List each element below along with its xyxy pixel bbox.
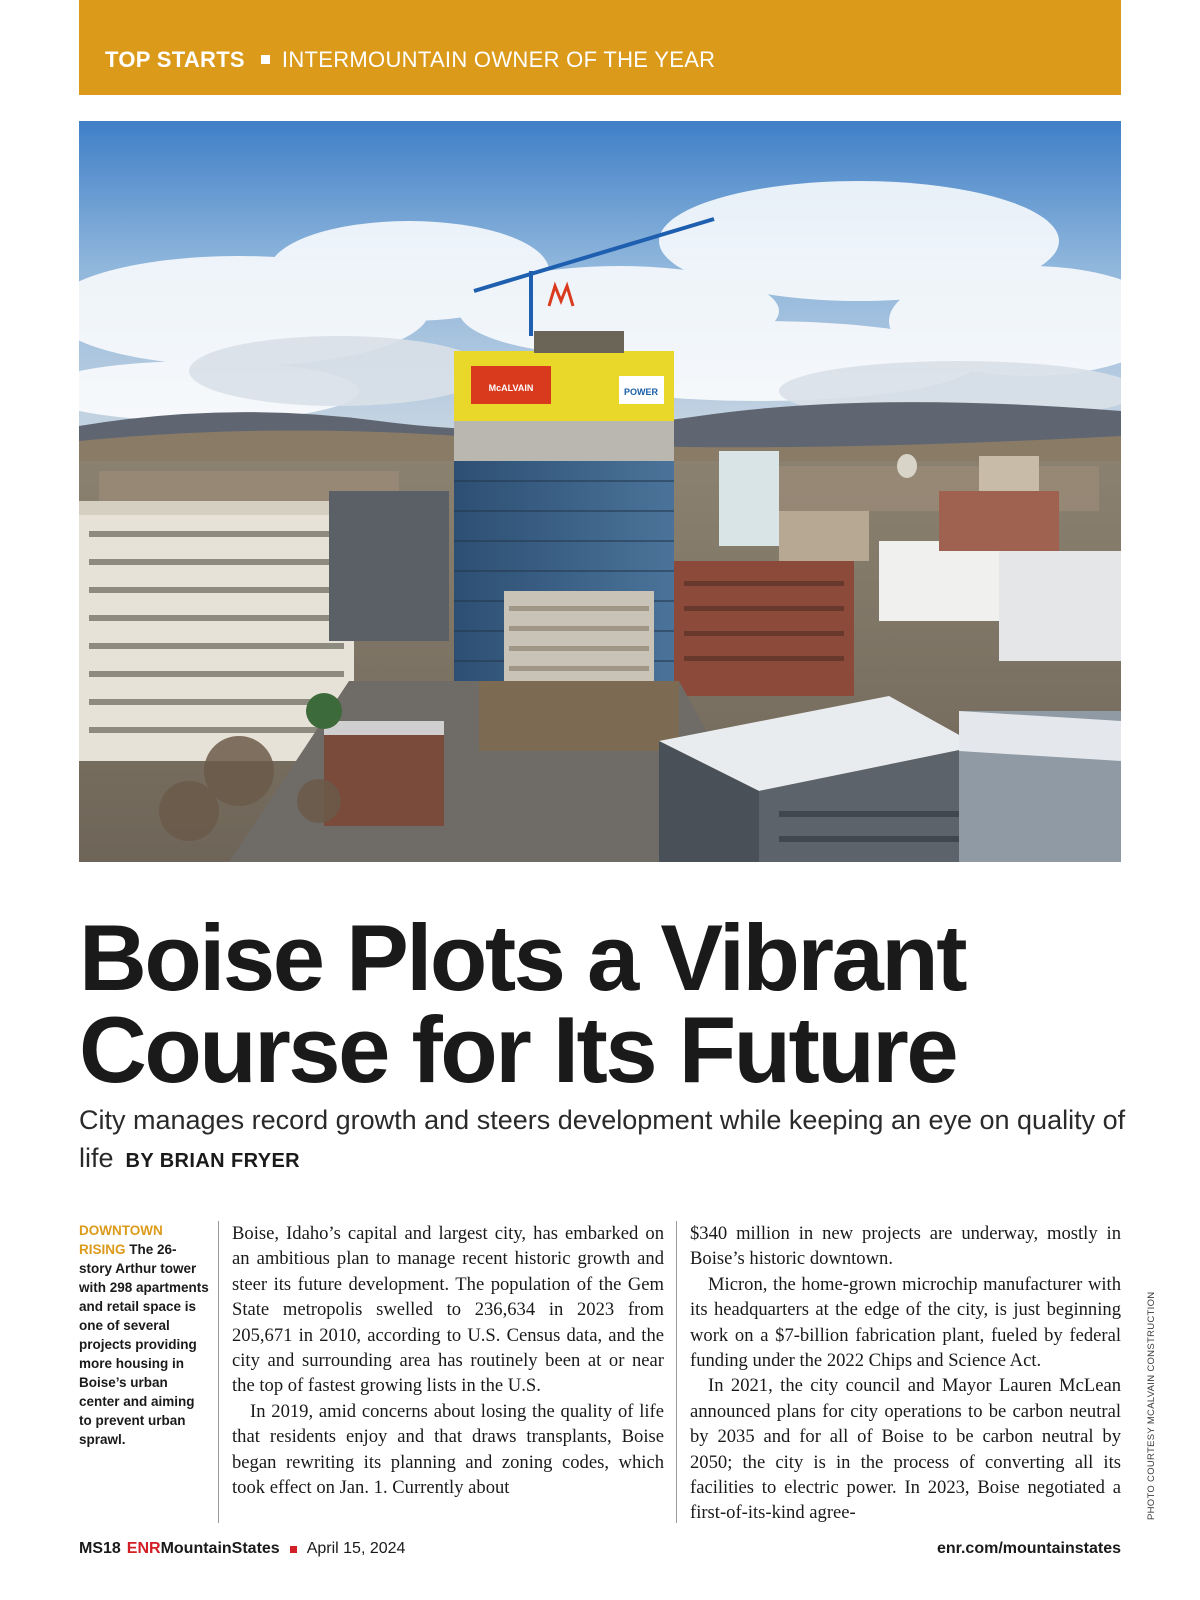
square-bullet-icon bbox=[261, 55, 270, 64]
caption-kicker: DOWNTOWN RISING bbox=[79, 1223, 163, 1257]
publication-name: MountainStates bbox=[160, 1540, 280, 1557]
headline bbox=[79, 905, 1139, 1102]
footer-folio bbox=[79, 1540, 405, 1558]
deck bbox=[79, 1101, 1129, 1180]
section-header-band bbox=[79, 0, 1121, 95]
section-header bbox=[105, 47, 715, 73]
deck-text: City manages record growth and steers development while keeping an eye on quality of life bbox=[79, 1105, 1126, 1173]
body-column-1 bbox=[232, 1221, 664, 1500]
photo-credit: PHOTO COURTESY MCALVAIN CONSTRUCTION bbox=[1146, 1291, 1157, 1520]
publication-logo-enr: ENR bbox=[126, 1540, 161, 1557]
issue-date: April 15, 2024 bbox=[306, 1540, 406, 1557]
body-paragraph: $340 million in new projects are underway, mostly in Boise’s historic downtown. bbox=[690, 1223, 1121, 1270]
mcalvain-sign: McALVAIN bbox=[488, 383, 534, 393]
column-rule bbox=[676, 1221, 677, 1523]
subsection-label: INTERMOUNTAIN OWNER OF THE YEAR bbox=[281, 46, 716, 72]
byline: BY BRIAN FRYER bbox=[125, 1150, 301, 1172]
body-paragraph: Boise, Idaho’s capital and largest city, has embarked on an ambitious plan to manage recent historic growth and steer its future development. The population of the Gem State metropolis swelled to 236,634 in 2023 from 205,671 in 2010, according to U.S. Census data, and the city and surrounding area has routinely been at or near the top of fastest growing lists in the U.S. bbox=[232, 1223, 664, 1397]
lead-photo bbox=[79, 121, 1121, 862]
square-bullet-icon bbox=[290, 1546, 297, 1553]
body-paragraph: In 2019, amid concerns about losing the quality of life that residents enjoy and that draws transplants, Boise began rewriting its planning and zoning codes, which took effect on Jan. 1. Currently about bbox=[232, 1400, 664, 1499]
section-label: TOP STARTS bbox=[105, 46, 245, 72]
photo-caption bbox=[79, 1221, 209, 1449]
page-number: MS18 bbox=[79, 1540, 121, 1557]
body-paragraph: In 2021, the city council and Mayor Lauren McLean announced plans for city operations to be carbon neutral by 2035 and for all of Boise to be carbon neutral by 2050; the city is in the process of converting all its facilities to electric power. In 2023, Boise negotiated a first-of-its-kind agree- bbox=[690, 1375, 1121, 1524]
headline-line-2: Course for Its Future bbox=[79, 997, 957, 1102]
caption-text: The 26-story Arthur tower with 298 apartments and retail space is one of several projects providing more housing in Boise’s urban center and aiming to prevent urban sprawl. bbox=[79, 1242, 209, 1447]
power-sign: POWER bbox=[623, 387, 659, 397]
footer-url[interactable]: enr.com/mountainstates bbox=[936, 1540, 1121, 1557]
body-paragraph: Micron, the home-grown microchip manufacturer with its headquarters at the edge of the city, is just beginning work on a $7-billion fabrication plant, fueled by federal funding under the 2022 Chips and Science Act. bbox=[690, 1273, 1121, 1372]
headline-line-1: Boise Plots a Vibrant bbox=[79, 905, 966, 1010]
column-rule bbox=[218, 1221, 219, 1523]
body-column-2 bbox=[690, 1221, 1121, 1526]
